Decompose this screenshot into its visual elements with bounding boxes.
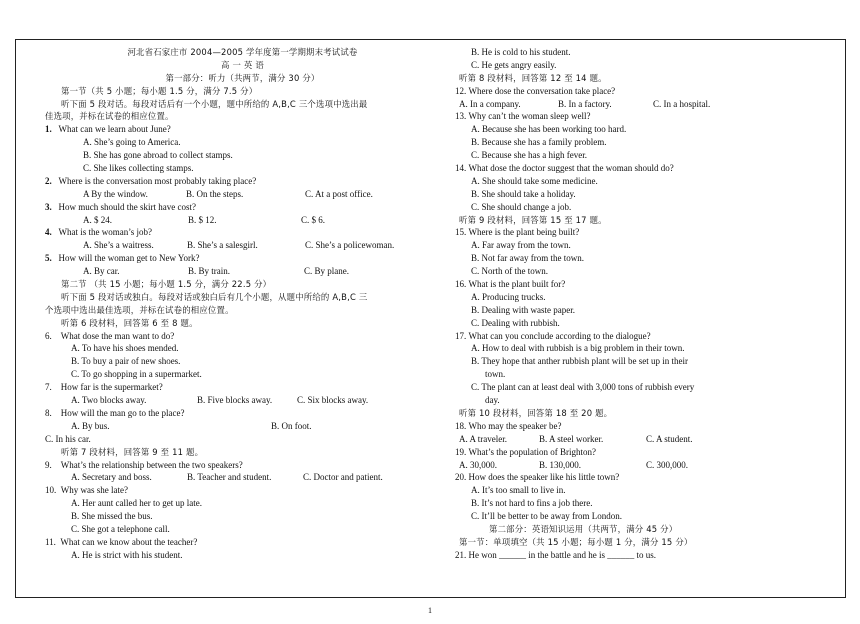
material-10-note: 听第 10 段材料，回答第 18 至 20 题。 bbox=[459, 407, 613, 418]
question-16 bbox=[455, 278, 835, 291]
part2-section1-heading: 第一节：单项填空（共 15 小题；每小题 1 分，满分 15 分） bbox=[459, 536, 693, 547]
option-a: A. By car. bbox=[83, 266, 120, 277]
material-9-note: 听第 9 段材料，回答第 15 至 17 题。 bbox=[459, 214, 607, 225]
option-b: B. She missed the bus. bbox=[71, 511, 153, 522]
option-c: C. She likes collecting stamps. bbox=[83, 163, 194, 174]
option-b: B. She has gone abroad to collect stamps. bbox=[83, 150, 233, 161]
option-a: A. 30,000. bbox=[459, 459, 497, 470]
option-a: A. Far away from the town. bbox=[471, 240, 571, 251]
question-13 bbox=[455, 110, 835, 123]
option-c: C. In his car. bbox=[45, 433, 91, 444]
option-c: C. He gets angry easily. bbox=[471, 59, 557, 70]
option-a: A. Producing trucks. bbox=[471, 291, 546, 302]
question-stem: What is the woman’s job? bbox=[58, 227, 152, 238]
options-row bbox=[45, 214, 440, 227]
exam-grade: 高 一 英 语 bbox=[221, 59, 264, 70]
option-b: B. Because she has a family problem. bbox=[471, 137, 607, 148]
options-row bbox=[45, 188, 440, 201]
question-number: 17. bbox=[455, 330, 467, 341]
option-b: B. They hope that anther rubbish plant will be set up in their bbox=[471, 356, 689, 367]
option-a: A. A traveler. bbox=[459, 433, 507, 444]
page-border bbox=[15, 39, 846, 598]
left-column bbox=[45, 46, 440, 562]
question-18 bbox=[455, 420, 835, 433]
option-a: A. In a company. bbox=[459, 98, 521, 109]
question-12 bbox=[455, 85, 835, 98]
question-stem: What can we know about the teacher? bbox=[60, 536, 198, 547]
question-4 bbox=[45, 226, 440, 239]
question-20 bbox=[455, 471, 835, 484]
option-c: C. Six blocks away. bbox=[297, 395, 369, 406]
option-a: A. $ 24. bbox=[83, 214, 112, 225]
question-stem: What can we learn about June? bbox=[58, 124, 171, 135]
options-row bbox=[45, 420, 440, 433]
part2-heading: 第二部分：英语知识运用（共两节，满分 45 分） bbox=[489, 523, 678, 534]
part1-heading: 第一部分：听力（共两节，满分 30 分） bbox=[165, 72, 320, 83]
question-number: 16. bbox=[455, 279, 467, 290]
options-row bbox=[45, 471, 440, 484]
question-stem: Where dose the conversation take place? bbox=[468, 85, 616, 96]
option-b: B. She’s a salesgirl. bbox=[187, 240, 258, 251]
question-stem: How does the speaker like his little town? bbox=[468, 472, 620, 483]
question-number: 14. bbox=[455, 163, 467, 174]
question-stem: How will the woman get to New York? bbox=[58, 253, 200, 264]
option-a: A. By bus. bbox=[71, 420, 110, 431]
option-a: A. She’s a waitress. bbox=[83, 240, 154, 251]
question-number: 20. bbox=[455, 472, 467, 483]
option-b-cont: town. bbox=[485, 369, 506, 380]
question-number: 3. bbox=[45, 201, 52, 212]
question-9 bbox=[45, 459, 440, 472]
question-number: 15. bbox=[455, 227, 467, 238]
material-8-note: 听第 8 段材料，回答第 12 至 14 题。 bbox=[459, 72, 607, 83]
question-number: 19. bbox=[455, 446, 467, 457]
question-8 bbox=[45, 407, 440, 420]
options-row bbox=[455, 459, 835, 472]
question-stem: How will the man go to the place? bbox=[60, 407, 185, 418]
option-a: A. Two blocks away. bbox=[71, 395, 147, 406]
page-number: 1 bbox=[428, 606, 432, 615]
question-stem: What can you conclude according to the dialogue? bbox=[468, 330, 651, 341]
question-19 bbox=[455, 446, 835, 459]
question-stem: Why was she late? bbox=[60, 485, 128, 496]
question-stem: How far is the supermarket? bbox=[60, 382, 163, 393]
section2-directions: 听下面 5 段对话或独白。每段对话或独白后有几个小题，从题中所给的 A,B,C 三 bbox=[61, 291, 368, 302]
question-stem: What dose the doctor suggest that the woman should do? bbox=[468, 163, 674, 174]
option-c: C. 300,000. bbox=[646, 459, 689, 470]
option-a: A. Her aunt called her to get up late. bbox=[71, 498, 202, 509]
option-b: B. 130,000. bbox=[539, 459, 582, 470]
option-c: C. At a post office. bbox=[305, 188, 373, 199]
option-b: B. A steel worker. bbox=[539, 433, 604, 444]
option-b: B. He is cold to his student. bbox=[471, 47, 571, 57]
question-stem: What dose the man want to do? bbox=[60, 330, 175, 341]
question-number: 18. bbox=[455, 420, 467, 431]
question-21 bbox=[455, 549, 835, 562]
question-11 bbox=[45, 536, 440, 549]
question-number: 4. bbox=[45, 227, 52, 238]
option-c: C. It’ll be better to be away from London. bbox=[471, 511, 622, 522]
option-b: B. By train. bbox=[188, 266, 230, 277]
question-number: 1. bbox=[45, 124, 52, 135]
option-b: B. To buy a pair of new shoes. bbox=[71, 356, 181, 367]
option-a: A. To have his shoes mended. bbox=[71, 343, 179, 354]
option-c: C. Dealing with rubbish. bbox=[471, 317, 560, 328]
material-7-note: 听第 7 段材料，回答第 9 至 11 题。 bbox=[61, 446, 204, 457]
question-number: 9. bbox=[45, 459, 52, 470]
question-5 bbox=[45, 252, 440, 265]
section2-directions-cont: 个选项中选出最佳选项，并标在试卷的相应位置。 bbox=[45, 304, 234, 315]
option-b: B. Five blocks away. bbox=[197, 395, 273, 406]
option-c: C. She got a telephone call. bbox=[71, 523, 170, 534]
question-stem: Where is the conversation most probably taking place? bbox=[58, 175, 257, 186]
question-15 bbox=[455, 226, 835, 239]
question-number: 6. bbox=[45, 330, 52, 341]
option-b: B. $ 12. bbox=[188, 214, 217, 225]
question-number: 10. bbox=[45, 485, 57, 496]
question-number: 13. bbox=[455, 111, 467, 122]
question-stem: What’s the population of Brighton? bbox=[468, 446, 596, 457]
option-c: C. A student. bbox=[646, 433, 693, 444]
material-6-note: 听第 6 段材料，回答第 6 至 8 题。 bbox=[61, 317, 198, 328]
question-number: 12. bbox=[455, 85, 467, 96]
question-1 bbox=[45, 123, 440, 136]
option-a: A By the window. bbox=[83, 188, 148, 199]
option-c: C. Because she has a high fever. bbox=[471, 150, 587, 161]
question-stem: Why can’t the woman sleep well? bbox=[468, 111, 591, 122]
option-a: A. She should take some medicine. bbox=[471, 175, 598, 186]
option-c-cont: day. bbox=[485, 395, 500, 406]
option-c: C. She should change a job. bbox=[471, 201, 572, 212]
option-b: B. She should take a holiday. bbox=[471, 188, 576, 199]
option-a: A. How to deal with rubbish is a big problem in their town. bbox=[471, 343, 685, 354]
question-number: 21. bbox=[455, 549, 467, 560]
right-column bbox=[455, 46, 835, 562]
options-row bbox=[455, 98, 835, 111]
option-c: C. North of the town. bbox=[471, 266, 548, 277]
option-c: C. To go shopping in a supermarket. bbox=[71, 369, 202, 380]
option-b: B. Dealing with waste paper. bbox=[471, 304, 575, 315]
option-c: C. By plane. bbox=[304, 266, 349, 277]
option-a: A. He is strict with his student. bbox=[71, 549, 183, 560]
option-b: B. Not far away from the town. bbox=[471, 253, 584, 264]
question-number: 7. bbox=[45, 382, 52, 393]
options-row bbox=[45, 265, 440, 278]
question-number: 11. bbox=[45, 536, 56, 547]
question-stem: What’s the relationship between the two speakers? bbox=[60, 459, 243, 470]
section1-heading: 第一节（共 5 小题；每小题 1.5 分，满分 7.5 分） bbox=[61, 85, 258, 96]
option-c: C. The plant can at least deal with 3,000 tons of rubbish every bbox=[471, 382, 695, 393]
option-c: C. $ 6. bbox=[301, 214, 326, 225]
section1-directions-cont: 佳选项，并标在试卷的相应位置。 bbox=[45, 111, 174, 122]
question-3 bbox=[45, 201, 440, 214]
option-c: C. She’s a policewoman. bbox=[305, 240, 395, 251]
question-stem: What is the plant built for? bbox=[468, 279, 566, 290]
question-10 bbox=[45, 484, 440, 497]
option-a: A. She’s going to America. bbox=[83, 137, 181, 148]
options-row bbox=[455, 433, 835, 446]
question-7 bbox=[45, 381, 440, 394]
option-a: A. Because she has been working too hard. bbox=[471, 124, 627, 135]
question-number: 5. bbox=[45, 253, 52, 264]
question-stem: Where is the plant being built? bbox=[468, 227, 580, 238]
question-number: 8. bbox=[45, 407, 52, 418]
exam-title: 河北省石家庄市 2004—2005 学年度第一学期期末考试试卷 bbox=[127, 47, 358, 57]
option-b: B. In a factory. bbox=[558, 98, 612, 109]
options-row bbox=[45, 394, 440, 407]
question-stem: He won ______ in the battle and he is ______ to us. bbox=[468, 549, 656, 560]
question-number: 2. bbox=[45, 175, 52, 186]
section2-heading: 第二节 （共 15 小题；每小题 1.5 分，满分 22.5 分） bbox=[61, 279, 272, 290]
option-c: C. Doctor and patient. bbox=[303, 472, 383, 483]
option-b: B. It’s not hard to fins a job there. bbox=[471, 498, 593, 509]
option-a: A. It’s too small to live in. bbox=[471, 485, 566, 496]
question-6 bbox=[45, 330, 440, 343]
option-b: B. On the steps. bbox=[186, 188, 244, 199]
question-17 bbox=[455, 330, 835, 343]
question-2 bbox=[45, 175, 440, 188]
question-stem: How much should the skirt have cost? bbox=[58, 201, 196, 212]
question-14 bbox=[455, 162, 835, 175]
option-b: B. Teacher and student. bbox=[187, 472, 272, 483]
option-c: C. In a hospital. bbox=[653, 98, 711, 109]
section1-directions: 听下面 5 段对话。每段对话后有一个小题，题中所给的 A,B,C 三个选项中选出最 bbox=[61, 98, 368, 109]
option-a: A. Secretary and boss. bbox=[71, 472, 152, 483]
question-stem: Who may the speaker be? bbox=[468, 420, 562, 431]
options-row bbox=[45, 239, 440, 252]
option-b: B. On foot. bbox=[271, 420, 312, 431]
